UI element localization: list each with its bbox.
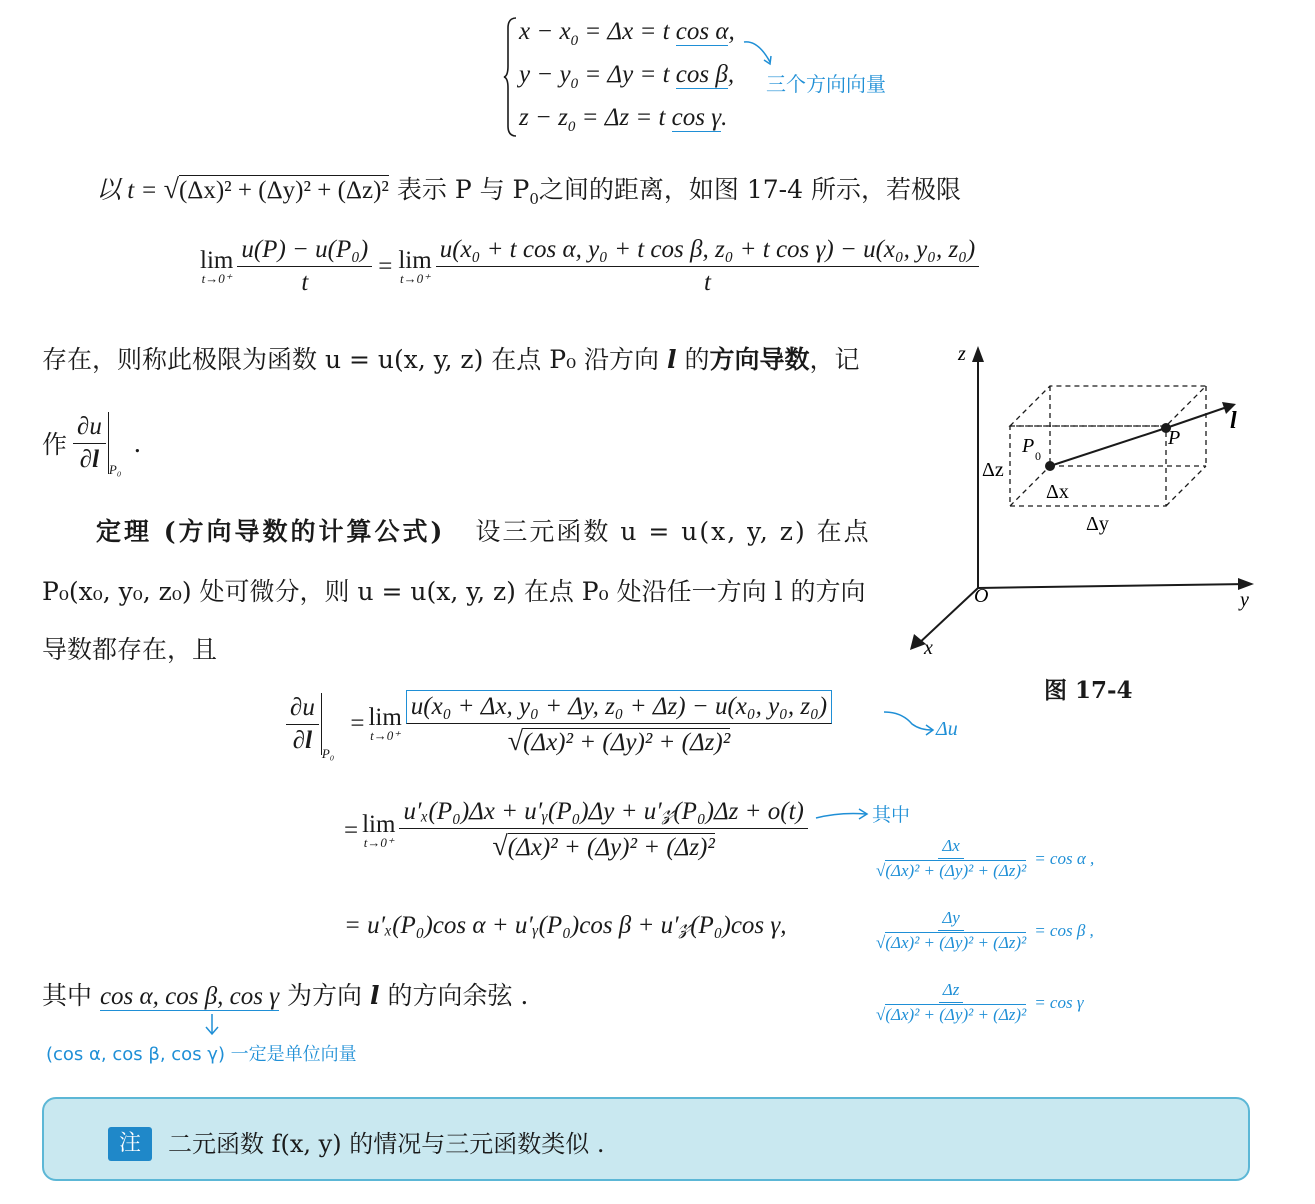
- figure-label-dz: Δz: [982, 459, 1004, 481]
- figure-label-origin: O: [974, 585, 989, 607]
- qizhong-annotation: 其中: [872, 804, 911, 826]
- note-text: 二元函数 f(x, y) 的情况与三元函数类似 .: [168, 1130, 605, 1158]
- note-tag: 注: [108, 1127, 152, 1161]
- theorem-line-3: 导数都存在，且: [42, 635, 218, 664]
- figure-label-p0-sub: 0: [1035, 449, 1041, 463]
- figure-label-z: z: [958, 343, 966, 365]
- side-note-1: $\frac{\Delta x}{\text{√(Δx)² + (Δy)² + (Δz)²}}$ = cos α ,: [876, 836, 1095, 880]
- unit-vector-annotation: (cos α, cos β, cos γ) 一定是单位向量: [46, 1044, 357, 1065]
- figure-17-4: [900, 340, 1270, 660]
- figure-label-dx: Δx: [1046, 481, 1069, 503]
- notation: 作 $\frac{\partial u}{\partial l}$ P₀ .: [42, 412, 142, 477]
- system-annotation: 三个方向向量: [766, 72, 886, 96]
- derivation-step-1: $\frac{\partial u}{\partial l}$ P₀ = lim t→0⁺ $\frac{\text{u(x₀ + Δx, y₀ + Δy, z₀ + Δz) − u(x₀, y₀, z₀)}}{\text{√(Δx)² + (Δy)² + (Δz)²}}$: [286, 690, 832, 758]
- system-row-2: $y - y_0 = \Delta y = t$ cos β,: [519, 61, 735, 92]
- side-note-2: $\frac{\Delta y}{\text{√(Δx)² + (Δy)² + (Δz)²}}$ = cos β ,: [876, 908, 1094, 952]
- limit-definition: lim t→0⁺ $\frac{\text{u(P) − u(P₀)}}{t}$ = lim t→0⁺ $\frac{\text{u(x₀ + t cos α, y₀ + t cos β, z₀ + t cos γ) − u(x₀, y₀, z₀)}}{t}$: [200, 236, 979, 297]
- delta-u-annotation: Δu: [936, 718, 958, 740]
- system-row-1: $x - x_0 = \Delta x = t$ cos α,: [519, 18, 735, 49]
- figure-label-p0: P: [1022, 435, 1035, 457]
- figure-label-dy: Δy: [1086, 513, 1109, 535]
- delta-u-arrow-icon: [882, 708, 938, 738]
- theorem-line-1: 定理 (方向导数的计算公式) 设三元函数 u = u(x, y, z) 在点: [96, 517, 871, 546]
- side-note-3: $\frac{\Delta z}{\text{√(Δx)² + (Δy)² + (Δz)²}}$ = cos γ: [876, 980, 1084, 1024]
- derivation-step-2: = lim t→0⁺ $\frac{\text{u′ₓ(P₀)Δx + u′ᵧ(P₀)Δy + u′𝓏(P₀)Δz + o(t)}}{\text{√(Δx)² + (Δy)² + (Δz)²}}$: [344, 798, 808, 863]
- derivation-step-3: = u′ₓ(P₀)cos α + u′ᵧ(P₀)cos β + u′𝓏(P₀)cos γ,: [344, 912, 787, 939]
- coordinate-box-diagram: [900, 340, 1270, 660]
- direction-cosine-line: 其中 cos α, cos β, cos γ 为方向 l 的方向余弦 .: [42, 981, 529, 1010]
- left-brace-icon: [503, 16, 519, 138]
- figure-label-x: x: [924, 637, 933, 659]
- unit-vector-arrow-icon: [200, 1012, 224, 1038]
- figure-label-l: l: [1230, 408, 1237, 434]
- paragraph-definition: 存在，则称此极限为函数 u = u(x, y, z) 在点 P₀ 沿方向 l 的方向导数，记: [42, 345, 860, 374]
- system-row-3: $z - z_0 = \Delta z = t$ cos γ.: [519, 104, 728, 135]
- figure-label-p: P: [1168, 427, 1181, 449]
- equation-system: [503, 14, 753, 142]
- figure-label-y: y: [1240, 589, 1249, 611]
- qizhong-arrow-icon: [814, 806, 874, 826]
- figure-caption: 图 17-4: [1044, 677, 1133, 704]
- theorem-line-2: P₀(x₀, y₀, z₀) 处可微分，则 u = u(x, y, z) 在点 P₀ 处沿任一方向 l 的方向: [42, 577, 866, 606]
- paragraph-distance: 以 t = √(Δx)² + (Δy)² + (Δz)² 表示 P 与 $P_0$之间的距离，如图 17-4 所示，若极限: [96, 174, 961, 208]
